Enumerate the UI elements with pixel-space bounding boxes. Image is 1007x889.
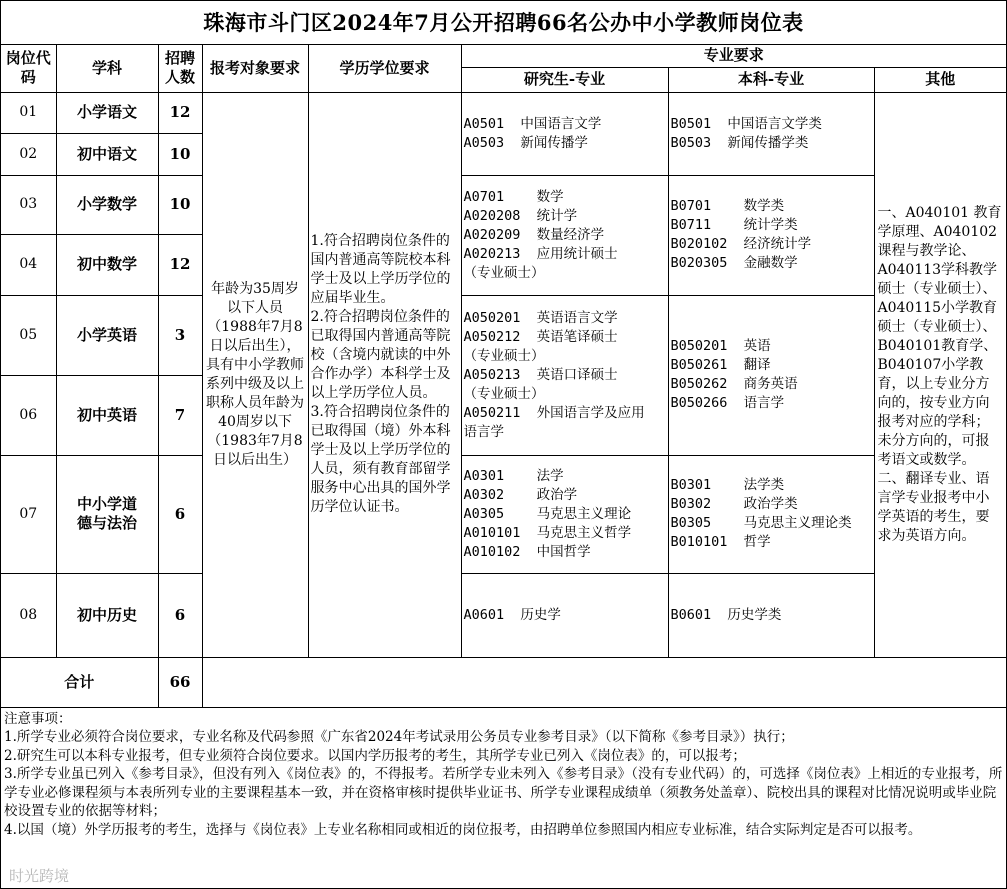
row-code: 03	[1, 175, 56, 234]
major-line: B050261 翻译	[670, 357, 771, 373]
row-subject: 初中英语	[56, 375, 158, 455]
major-line: A010102 中国哲学	[463, 543, 591, 560]
header-other: 其他	[874, 67, 1006, 92]
undergrad-major-math	[668, 175, 874, 295]
major-line: A0305 马克思主义理论	[463, 505, 632, 522]
grad-major-history	[461, 573, 668, 657]
grad-major-chinese	[461, 92, 668, 175]
header-subject: 学科	[56, 45, 158, 92]
undergrad-major-chinese	[668, 92, 874, 175]
row-count: 6	[158, 573, 202, 657]
major-line: B0501 中国语言文学类	[670, 115, 822, 132]
major-line: A020213 应用统计硕士	[463, 245, 618, 262]
major-line: A020209 数量经济学	[463, 226, 605, 243]
row-code: 05	[1, 295, 56, 375]
other-item-2: 二、翻译专业、语言学专业报考中小学英语的考生，要求为英语方向。	[877, 470, 990, 544]
grad-major-math	[461, 175, 668, 295]
header-degree: 学历学位要求	[308, 45, 461, 92]
job-table	[1, 45, 1006, 708]
major-line: B0305 马克思主义理论类	[670, 515, 852, 531]
row-count: 10	[158, 133, 202, 175]
major-line: A050211 外国语言学及应用	[463, 404, 645, 421]
degree-requirement	[308, 92, 461, 657]
table-row	[1, 455, 1006, 573]
row-code: 02	[1, 133, 56, 175]
row-count: 12	[158, 234, 202, 295]
row-subject: 初中历史	[56, 573, 158, 657]
row-code: 07	[1, 455, 56, 573]
row-subject-text: 中小学道德与法治	[76, 495, 137, 532]
major-line: A050212 英语笔译硕士	[463, 328, 618, 345]
row-code: 08	[1, 573, 56, 657]
total-count: 66	[158, 657, 202, 707]
table-row	[1, 295, 1006, 375]
degree-item-2: 2.符合招聘岗位条件的已取得国内普通高等院校（含境内就读的中外合作办学）本科学士及以上学历学位人员。	[310, 309, 451, 401]
header-target: 报考对象要求	[202, 45, 308, 92]
other-item-1: 一、A040101 教育学原理、A040102 课程与教学论、A040113学科教学硕士（专业硕士）、A040115小学教育硕士（专业硕士）、B040101教育学、B040107小学教育，以上专业分方向的，按专业方向报考对应的学科；未分方向的，可报考语文或数学。	[877, 204, 1002, 468]
major-line: B0301 法学类	[670, 477, 785, 493]
table-row	[1, 573, 1006, 657]
major-line: A0301 法学	[463, 467, 564, 484]
table-row	[1, 175, 1006, 234]
notes-heading: 注意事项：	[4, 710, 72, 727]
other-requirement	[874, 92, 1006, 657]
note-item: 1.所学专业必须符合岗位要求，专业名称及代码参照《广东省2024年考试录用公务员专业参考目录》（以下简称《参考目录》）执行；	[4, 729, 794, 745]
major-line: B0701 数学类	[670, 198, 785, 214]
major-line: A050213 英语口译硕士	[463, 366, 618, 383]
row-code: 04	[1, 234, 56, 295]
major-line: B0302 政治学类	[670, 496, 798, 512]
major-line: A0601 历史学	[463, 606, 561, 623]
grad-major-english	[461, 295, 668, 455]
major-line: （专业硕士）	[463, 385, 545, 402]
header-count: 招聘人数	[158, 45, 202, 92]
watermark: 时光跨境	[9, 867, 70, 885]
row-subject: 小学语文	[56, 92, 158, 133]
major-line: A010101 马克思主义哲学	[463, 524, 632, 541]
total-empty	[668, 657, 874, 707]
undergrad-major-politics	[668, 455, 874, 573]
row-subject: 初中数学	[56, 234, 158, 295]
row-subject: 小学英语	[56, 295, 158, 375]
header-major: 专业要求	[461, 45, 1006, 67]
row-count: 6	[158, 455, 202, 573]
row-count: 10	[158, 175, 202, 234]
total-label: 合计	[1, 657, 158, 707]
major-line: B050201 英语	[670, 338, 771, 354]
row-count: 7	[158, 375, 202, 455]
header-code: 岗位代码	[1, 45, 56, 92]
major-line: B050266 语言学	[670, 395, 785, 411]
row-count: 12	[158, 92, 202, 133]
major-line: 语言学	[463, 423, 504, 440]
major-line: A0503 新闻传播学	[463, 134, 588, 151]
row-code: 06	[1, 375, 56, 455]
major-line: B020305 金融数学	[670, 255, 798, 271]
total-empty	[202, 657, 308, 707]
notes-section	[1, 708, 1006, 840]
note-item: 4.以国（境）外学历报考的考生，选择与《岗位表》上专业名称相同或相近的岗位报考，由招聘单位参照国内相应专业标准，结合实际判定是否可以报考。	[4, 821, 922, 838]
total-empty	[461, 657, 668, 707]
major-line: A0501 中国语言文学	[463, 115, 602, 132]
target-requirement: 年龄为35周岁以下人员（1988年7月8日以后出生），具有中小学教师系列中级及以上职称人员年龄为40周岁以下（1983年7月8日以后出生）	[202, 92, 308, 657]
major-line: A020208 统计学	[463, 207, 578, 224]
major-line: A050201 英语语言文学	[463, 309, 618, 326]
note-item: 2.研究生可以本科专业报考，但专业须符合岗位要求。以国内学历报考的考生，其所学专业已列入《岗位表》的，可以报考；	[4, 747, 746, 764]
undergrad-major-english	[668, 295, 874, 455]
total-empty	[874, 657, 1006, 707]
major-line: A0302 政治学	[463, 486, 578, 503]
grad-major-politics	[461, 455, 668, 573]
major-line: （专业硕士）	[463, 347, 545, 364]
degree-item-1: 1.符合招聘岗位条件的国内普通高等院校本科学士及以上学历学位的应届毕业生。	[310, 233, 451, 306]
table-row	[1, 92, 1006, 133]
total-row	[1, 657, 1006, 707]
row-subject	[56, 455, 158, 573]
major-line: （专业硕士）	[463, 264, 545, 281]
row-count: 3	[158, 295, 202, 375]
header-undergrad-major: 本科-专业	[668, 67, 874, 92]
major-line: B050262 商务英语	[670, 376, 798, 392]
degree-item-3: 3.符合招聘岗位条件的已取得国（境）外本科学士及以上学历学位的人员，须有教育部留学服务中心出具的国外学历学位认证书。	[310, 404, 451, 515]
row-code: 01	[1, 92, 56, 133]
major-line: B020102 经济统计学	[670, 236, 812, 252]
total-empty	[308, 657, 461, 707]
header-grad-major: 研究生-专业	[461, 67, 668, 92]
major-line: A0701 数学	[463, 188, 564, 205]
row-subject: 小学数学	[56, 175, 158, 234]
major-line: B0711 统计学类	[670, 217, 798, 233]
note-item: 3.所学专业虽已列入《参考目录》，但没有列入《岗位表》的，不得报考。若所学专业未列入《参考目录》（没有专业代码）的，可选择《岗位表》上相近的专业报考，所学专业必修课程须与本表所列专业的主要课程基本一致，并在资格审核时提供毕业证书、所学专业课程成绩单（须教务处盖章）、院校出具的课程对比情况说明或毕业院校设置专业的依据等材料；	[4, 766, 1003, 819]
major-line: B0503 新闻传播学类	[670, 134, 809, 151]
undergrad-major-history	[668, 573, 874, 657]
major-line: B010101 哲学	[670, 534, 771, 550]
row-subject: 初中语文	[56, 133, 158, 175]
page-title: 珠海市斗门区2024年7月公开招聘66名公办中小学教师岗位表	[1, 1, 1006, 45]
major-line: B0601 历史学类	[670, 606, 782, 623]
